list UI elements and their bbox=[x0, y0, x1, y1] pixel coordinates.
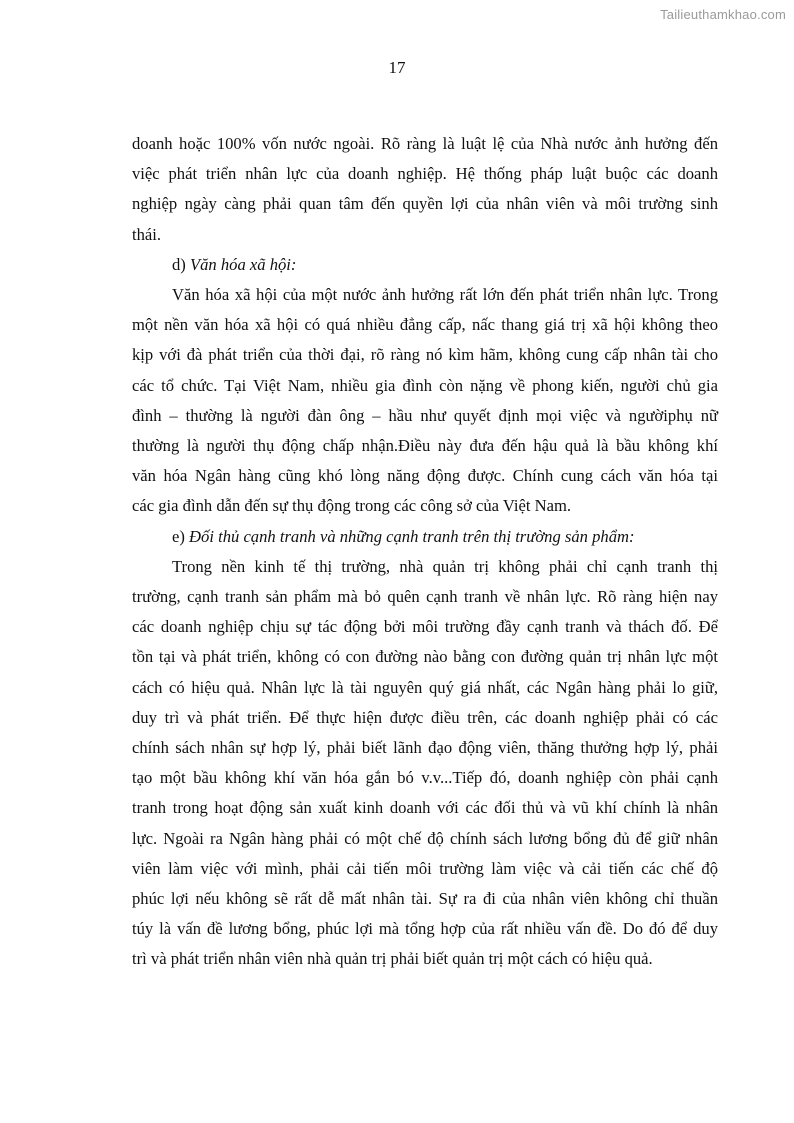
paragraph-line: tạo một bầu không khí văn hóa gắn bó v.v...Tiếp đó, doanh nghiệp còn phải cạnh bbox=[132, 768, 718, 788]
paragraph-line: tranh trong hoạt động sản xuất kinh doanh với các đối thủ và vũ khí chính là nhân bbox=[132, 798, 718, 818]
paragraph-line: đình – thường là người đàn ông – hầu như quyết định mọi việc và ngườiphụ nữ bbox=[132, 405, 718, 425]
paragraph-line: doanh hoặc 100% vốn nước ngoài. Rõ ràng là luật lệ của Nhà nước ảnh hưởng đến bbox=[132, 134, 718, 153]
section-heading-prefix: d) bbox=[172, 254, 190, 274]
paragraph-line: lực. Ngoài ra Ngân hàng phải có một chế độ chính sách lương bổng đủ để giữ nhân bbox=[132, 828, 718, 848]
section-heading-title: Văn hóa xã hội: bbox=[189, 254, 297, 274]
paragraph-line: trì và phát triển nhân viên nhà quản trị phải biết quản trị một cách có hiệu quả. bbox=[132, 949, 653, 969]
paragraph-line: cách có hiệu quả. Nhân lực là tài nguyên quý giá nhất, các Ngân hàng phải lo giữ, bbox=[132, 677, 718, 697]
paragraph-line: thường là người thụ động chấp nhận.Điều này đưa đến hậu quả là bầu không khí bbox=[132, 436, 718, 456]
page-number: 17 bbox=[388, 58, 406, 77]
paragraph-line: việc phát triển nhân lực của doanh nghiệp. Hệ thống pháp luật buộc các doanh bbox=[132, 164, 718, 184]
paragraph-line: viên làm việc với mình, phải cải tiến môi trường làm việc và cải tiến các chế độ bbox=[132, 858, 718, 878]
paragraph-line: duy trì và phát triển. Để thực hiện được điều trên, các doanh nghiệp phải có các bbox=[132, 707, 718, 727]
document-body bbox=[132, 129, 718, 975]
paragraph-line: túy là vấn đề lương bổng, phúc lợi mà tổng hợp của rất nhiều vấn đề. Do đó để duy bbox=[132, 919, 718, 939]
paragraph-line: các gia đình dẫn đến sự thụ động trong các công sở của Việt Nam. bbox=[132, 496, 572, 516]
paragraph-line: kịp với đà phát triển của thời đại, rõ ràng nó kìm hãm, không cung cấp nhân tài cho bbox=[132, 345, 718, 365]
paragraph-line: một nền văn hóa xã hội có quá nhiều đẳng cấp, nấc thang giá trị xã hội không theo bbox=[132, 315, 718, 335]
section-heading-title: Đối thủ cạnh tranh và những cạnh tranh trên thị trường sản phẩm: bbox=[189, 526, 635, 546]
paragraph-line: trường, cạnh tranh sản phẩm mà bỏ quên cạnh tranh về nhân lực. Rõ ràng hiện nay bbox=[132, 587, 718, 607]
paragraph-line: các doanh nghiệp chịu sự tác động bởi môi trường đầy cạnh tranh và thách đố. Để bbox=[132, 617, 718, 637]
paragraph-line: Văn hóa xã hội của một nước ảnh hưởng rất lớn đến phát triển nhân lực. Trong bbox=[172, 285, 718, 305]
paragraph-line: tồn tại và phát triển, không có con đường nào bằng con đường quản trị nhân lực một bbox=[132, 647, 718, 667]
section-heading bbox=[132, 250, 718, 280]
paragraph-line: chính sách nhân sự hợp lý, phải biết lãnh đạo động viên, thăng thưởng hợp lý, phải bbox=[132, 738, 718, 758]
paragraph-line: thái. bbox=[132, 224, 162, 244]
paragraph-line: Trong nền kinh tế thị trường, nhà quản trị không phải chỉ cạnh tranh thị bbox=[172, 556, 718, 576]
paragraph-line: nghiệp ngày càng phải quan tâm đến quyền lợi của nhân viên và môi trường sinh bbox=[132, 194, 718, 214]
watermark-text: Tailieuthamkhao.com bbox=[660, 7, 786, 22]
paragraph-line: các tổ chức. Tại Việt Nam, nhiều gia đình còn nặng về phong kiến, người chủ gia bbox=[132, 375, 718, 395]
paragraph-line: văn hóa Ngân hàng cũng khó lòng năng động được. Chính cung cách văn hóa tại bbox=[132, 466, 718, 486]
paragraph-line: phúc lợi nếu không sẽ rất dễ mất nhân tài. Sự ra đi của nhân viên không chỉ thuần bbox=[132, 889, 718, 909]
section-heading bbox=[132, 522, 718, 552]
section-heading-prefix: e) bbox=[172, 526, 190, 546]
